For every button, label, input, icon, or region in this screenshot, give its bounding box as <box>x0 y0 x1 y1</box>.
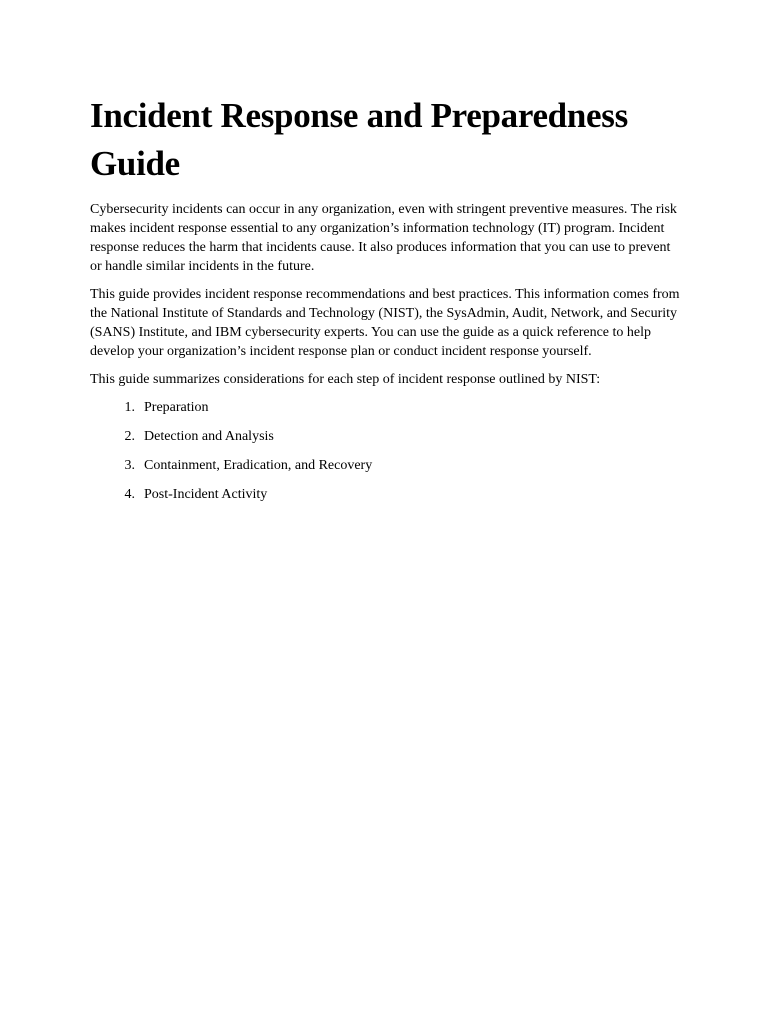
list-item-label: Detection and Analysis <box>144 429 274 444</box>
sources-paragraph: This guide provides incident response recommendations and best practices. This information comes from the National Institute of Standards and Technology (NIST), the SysAdmin, Audit, Network, and Security (SANS) Institute, and IBM cybersecurity experts. You can use the guide as a quick reference to help develop your organization’s incident response plan or conduct incident response yourself. <box>90 287 680 359</box>
list-item <box>90 456 682 475</box>
list-item-number: 2. <box>124 429 135 444</box>
list-item-number: 4. <box>124 487 135 502</box>
list-item <box>90 485 682 504</box>
list-item <box>90 427 682 446</box>
document-title: Incident Response and Preparedness Guide <box>90 96 628 183</box>
list-item-number: 1. <box>124 400 135 415</box>
list-item-label: Containment, Eradication, and Recovery <box>144 458 373 473</box>
list-item-number: 3. <box>124 458 135 473</box>
document-page <box>90 92 682 514</box>
list-item <box>90 398 682 417</box>
summary-paragraph: This guide summarizes considerations for each step of incident response outlined by NIST: <box>90 372 601 387</box>
list-item-label: Post-Incident Activity <box>144 487 268 502</box>
list-item-label: Preparation <box>144 400 209 415</box>
intro-paragraph: Cybersecurity incidents can occur in any organization, even with stringent preventive measures. The risk makes incident response essential to any organization’s information technology (IT) program. Incident response reduces the harm that incidents cause. It also produces information that you can use to prevent or handle similar incidents in the future. <box>90 202 677 274</box>
incident-response-steps <box>90 398 682 504</box>
